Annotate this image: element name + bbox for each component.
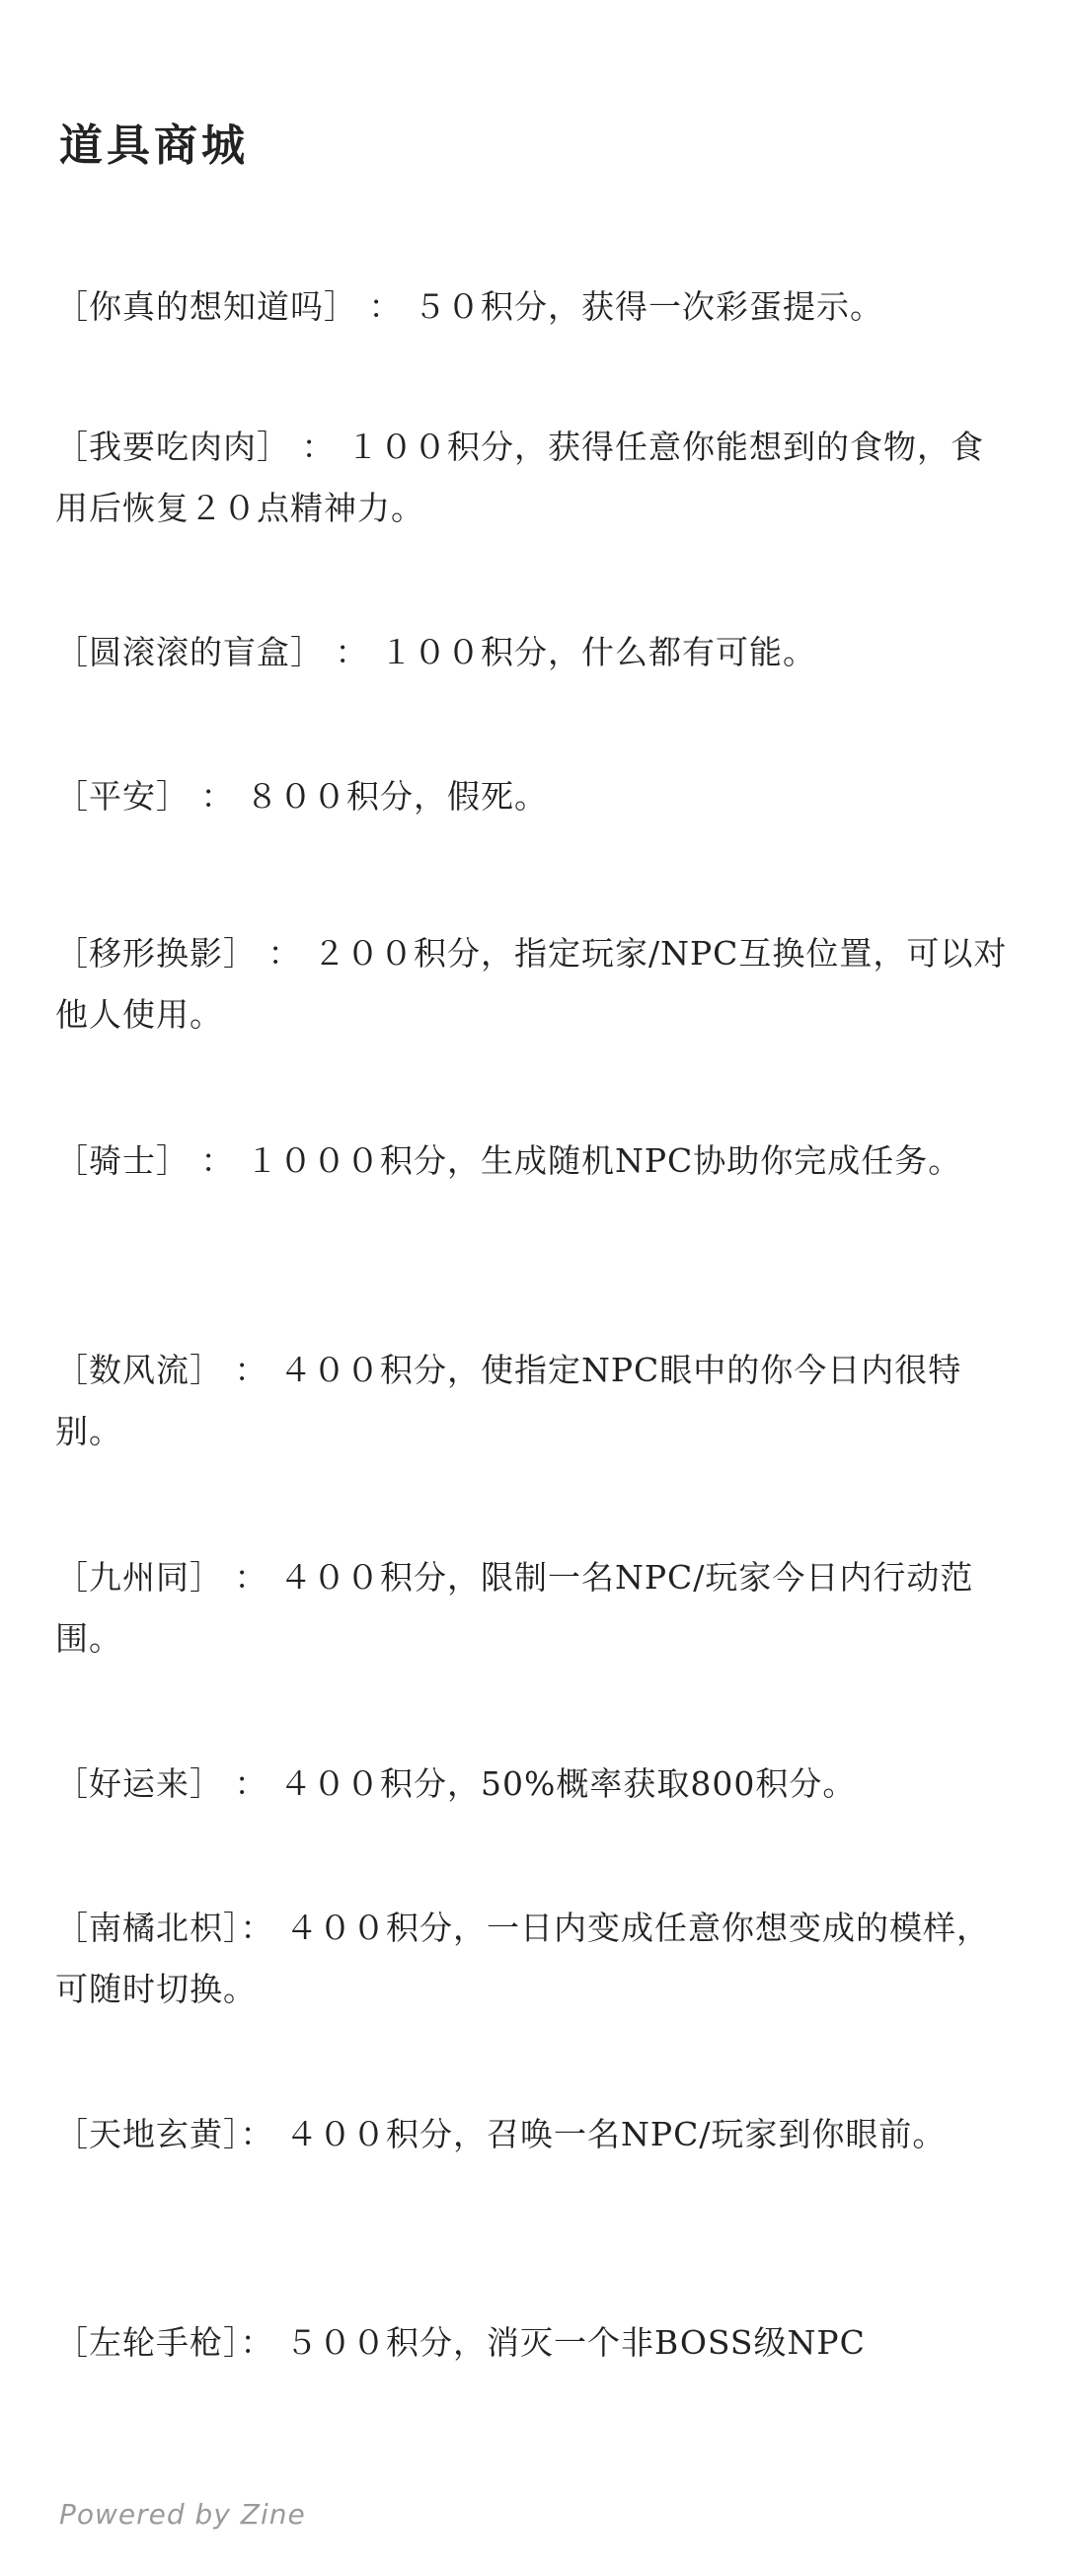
shop-item-0: ［你真的想知道吗］ ： ５０积分，获得一次彩蛋提示。	[55, 287, 883, 326]
shop-item-7: ［九州同］ ： ４００积分，限制一名NPC/玩家今日内行动范围。	[55, 1558, 974, 1658]
shop-item-6: ［数风流］ ： ４００积分，使指定NPC眼中的你今日内很特别。	[55, 1351, 962, 1450]
shop-item-1: ［我要吃肉肉］ ： １００积分，获得任意你能想到的食物，食用后恢复２０点精神力。	[55, 428, 984, 527]
page-title: 道具商城	[59, 120, 249, 171]
shop-item-9: ［南橘北枳］： ４００积分，一日内变成任意你想变成的模样，可随时切换。	[55, 1909, 990, 2008]
shop-item-11: ［左轮手枪］： ５００积分，消灭一个非BOSS级NPC	[55, 2323, 866, 2362]
shop-item-8: ［好运来］ ： ４００积分，50%概率获取800积分。	[55, 1764, 857, 1803]
shop-item-10: ［天地玄黄］： ４００积分，召唤一名NPC/玩家到你眼前。	[55, 2115, 947, 2153]
shop-item-4: ［移形换影］ ： ２００积分，指定玩家/NPC互换位置，可以对他人使用。	[55, 934, 1008, 1034]
shop-item-2: ［圆滚滚的盲盒］ ： １００积分，什么都有可能。	[55, 633, 816, 671]
powered-by-footer: Powered by Zine	[59, 2498, 306, 2531]
shop-item-3: ［平安］ ： ８００积分，假死。	[55, 777, 548, 816]
shop-item-5: ［骑士］ ： １０００积分，生成随机NPC协助你完成任务。	[55, 1141, 962, 1180]
